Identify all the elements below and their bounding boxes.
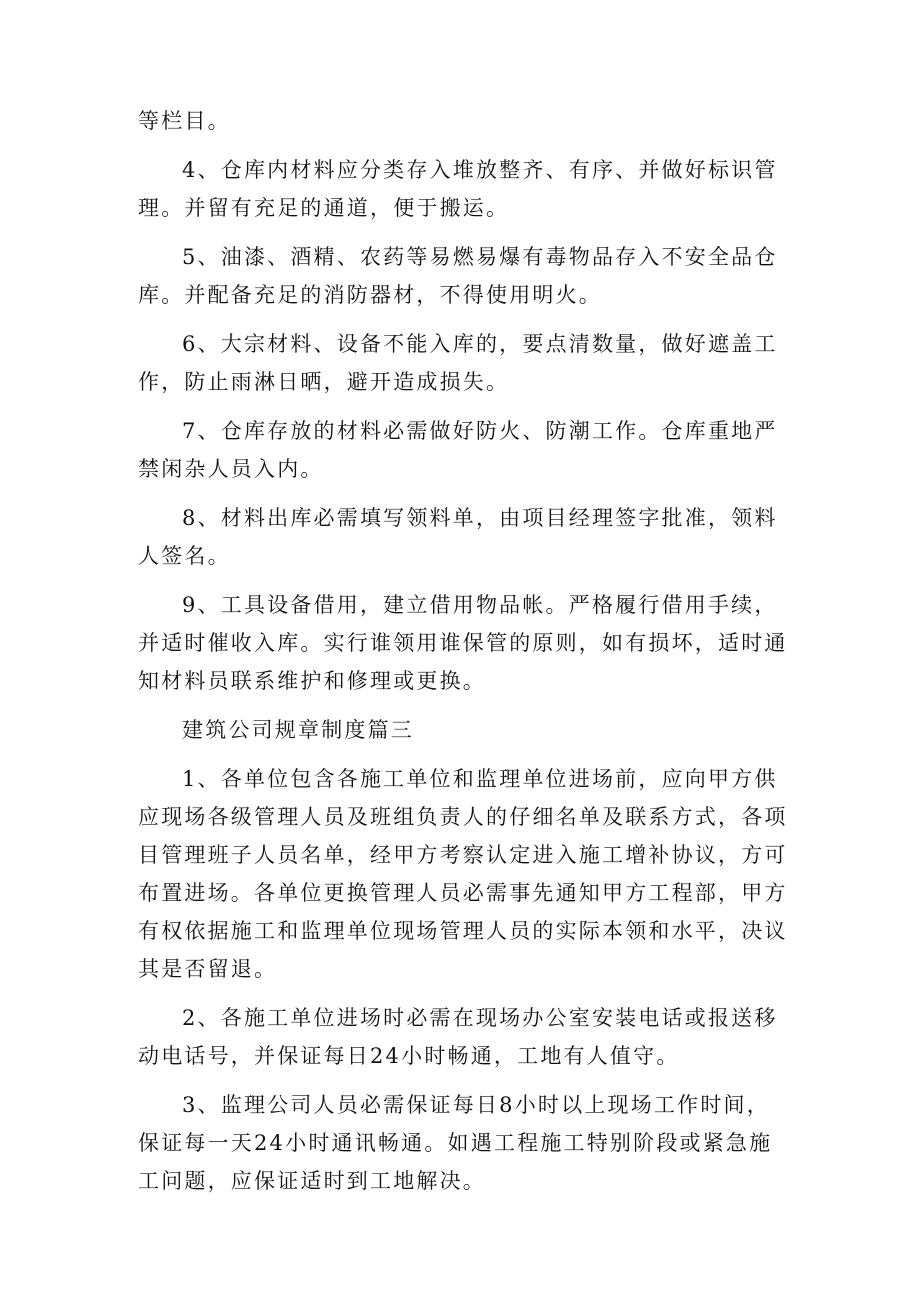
section-heading: 建筑公司规章制度篇三 (182, 718, 414, 742)
paragraph-item-6: 6、大宗材料、设备不能入库的，要点清数量，做好遮盖工作，防止雨淋日晒，避开造成损失。 (138, 332, 778, 394)
paragraph-item-4: 4、仓库内材料应分类存入堆放整齐、有序、并做好标识管理。并留有充足的通道，便于搬运。 (138, 158, 778, 220)
paragraph-item-9: 9、工具设备借用，建立借用物品帐。严格履行借用手续，并适时催收入库。实行谁领用谁保管的原则，如有损坏，适时通知材料员联系维护和修理或更换。 (138, 593, 788, 693)
paragraph-item-5: 5、油漆、酒精、农药等易燃易爆有毒物品存入不安全品仓库。并配备充足的消防器材，不得使用明火。 (138, 245, 778, 307)
paragraph-section3-item-2: 2、各施工单位进场时必需在现场办公室安装电话或报送移动电话号，并保证每日24小时畅通，工地有人值守。 (138, 1006, 778, 1068)
paragraph-item-8: 8、材料出库必需填写领料单，由项目经理签字批准，领料人签名。 (138, 506, 778, 568)
paragraph-item-7: 7、仓库存放的材料必需做好防火、防潮工作。仓库重地严禁闲杂人员入内。 (138, 419, 778, 481)
paragraph-section3-item-1: 1、各单位包含各施工单位和监理单位进场前，应向甲方供应现场各级管理人员及班组负责人的仔细名单及联系方式，各项目管理班子人员名单，经甲方考察认定进入施工增补协议，方可布置进场。各单位更换管理人员必需事先通知甲方工程部，甲方有权依据施工和监理单位现场管理人员的实际本领和水平，决议其是否留退。 (138, 767, 788, 981)
paragraph-continuation: 等栏目。 (138, 109, 231, 133)
document-body (138, 102, 788, 1211)
paragraph-section3-item-3: 3、监理公司人员必需保证每日8小时以上现场工作时间，保证每一天24小时通讯畅通。如遇工程施工特别阶段或紧急施工问题，应保证适时到工地解决。 (138, 1093, 773, 1193)
